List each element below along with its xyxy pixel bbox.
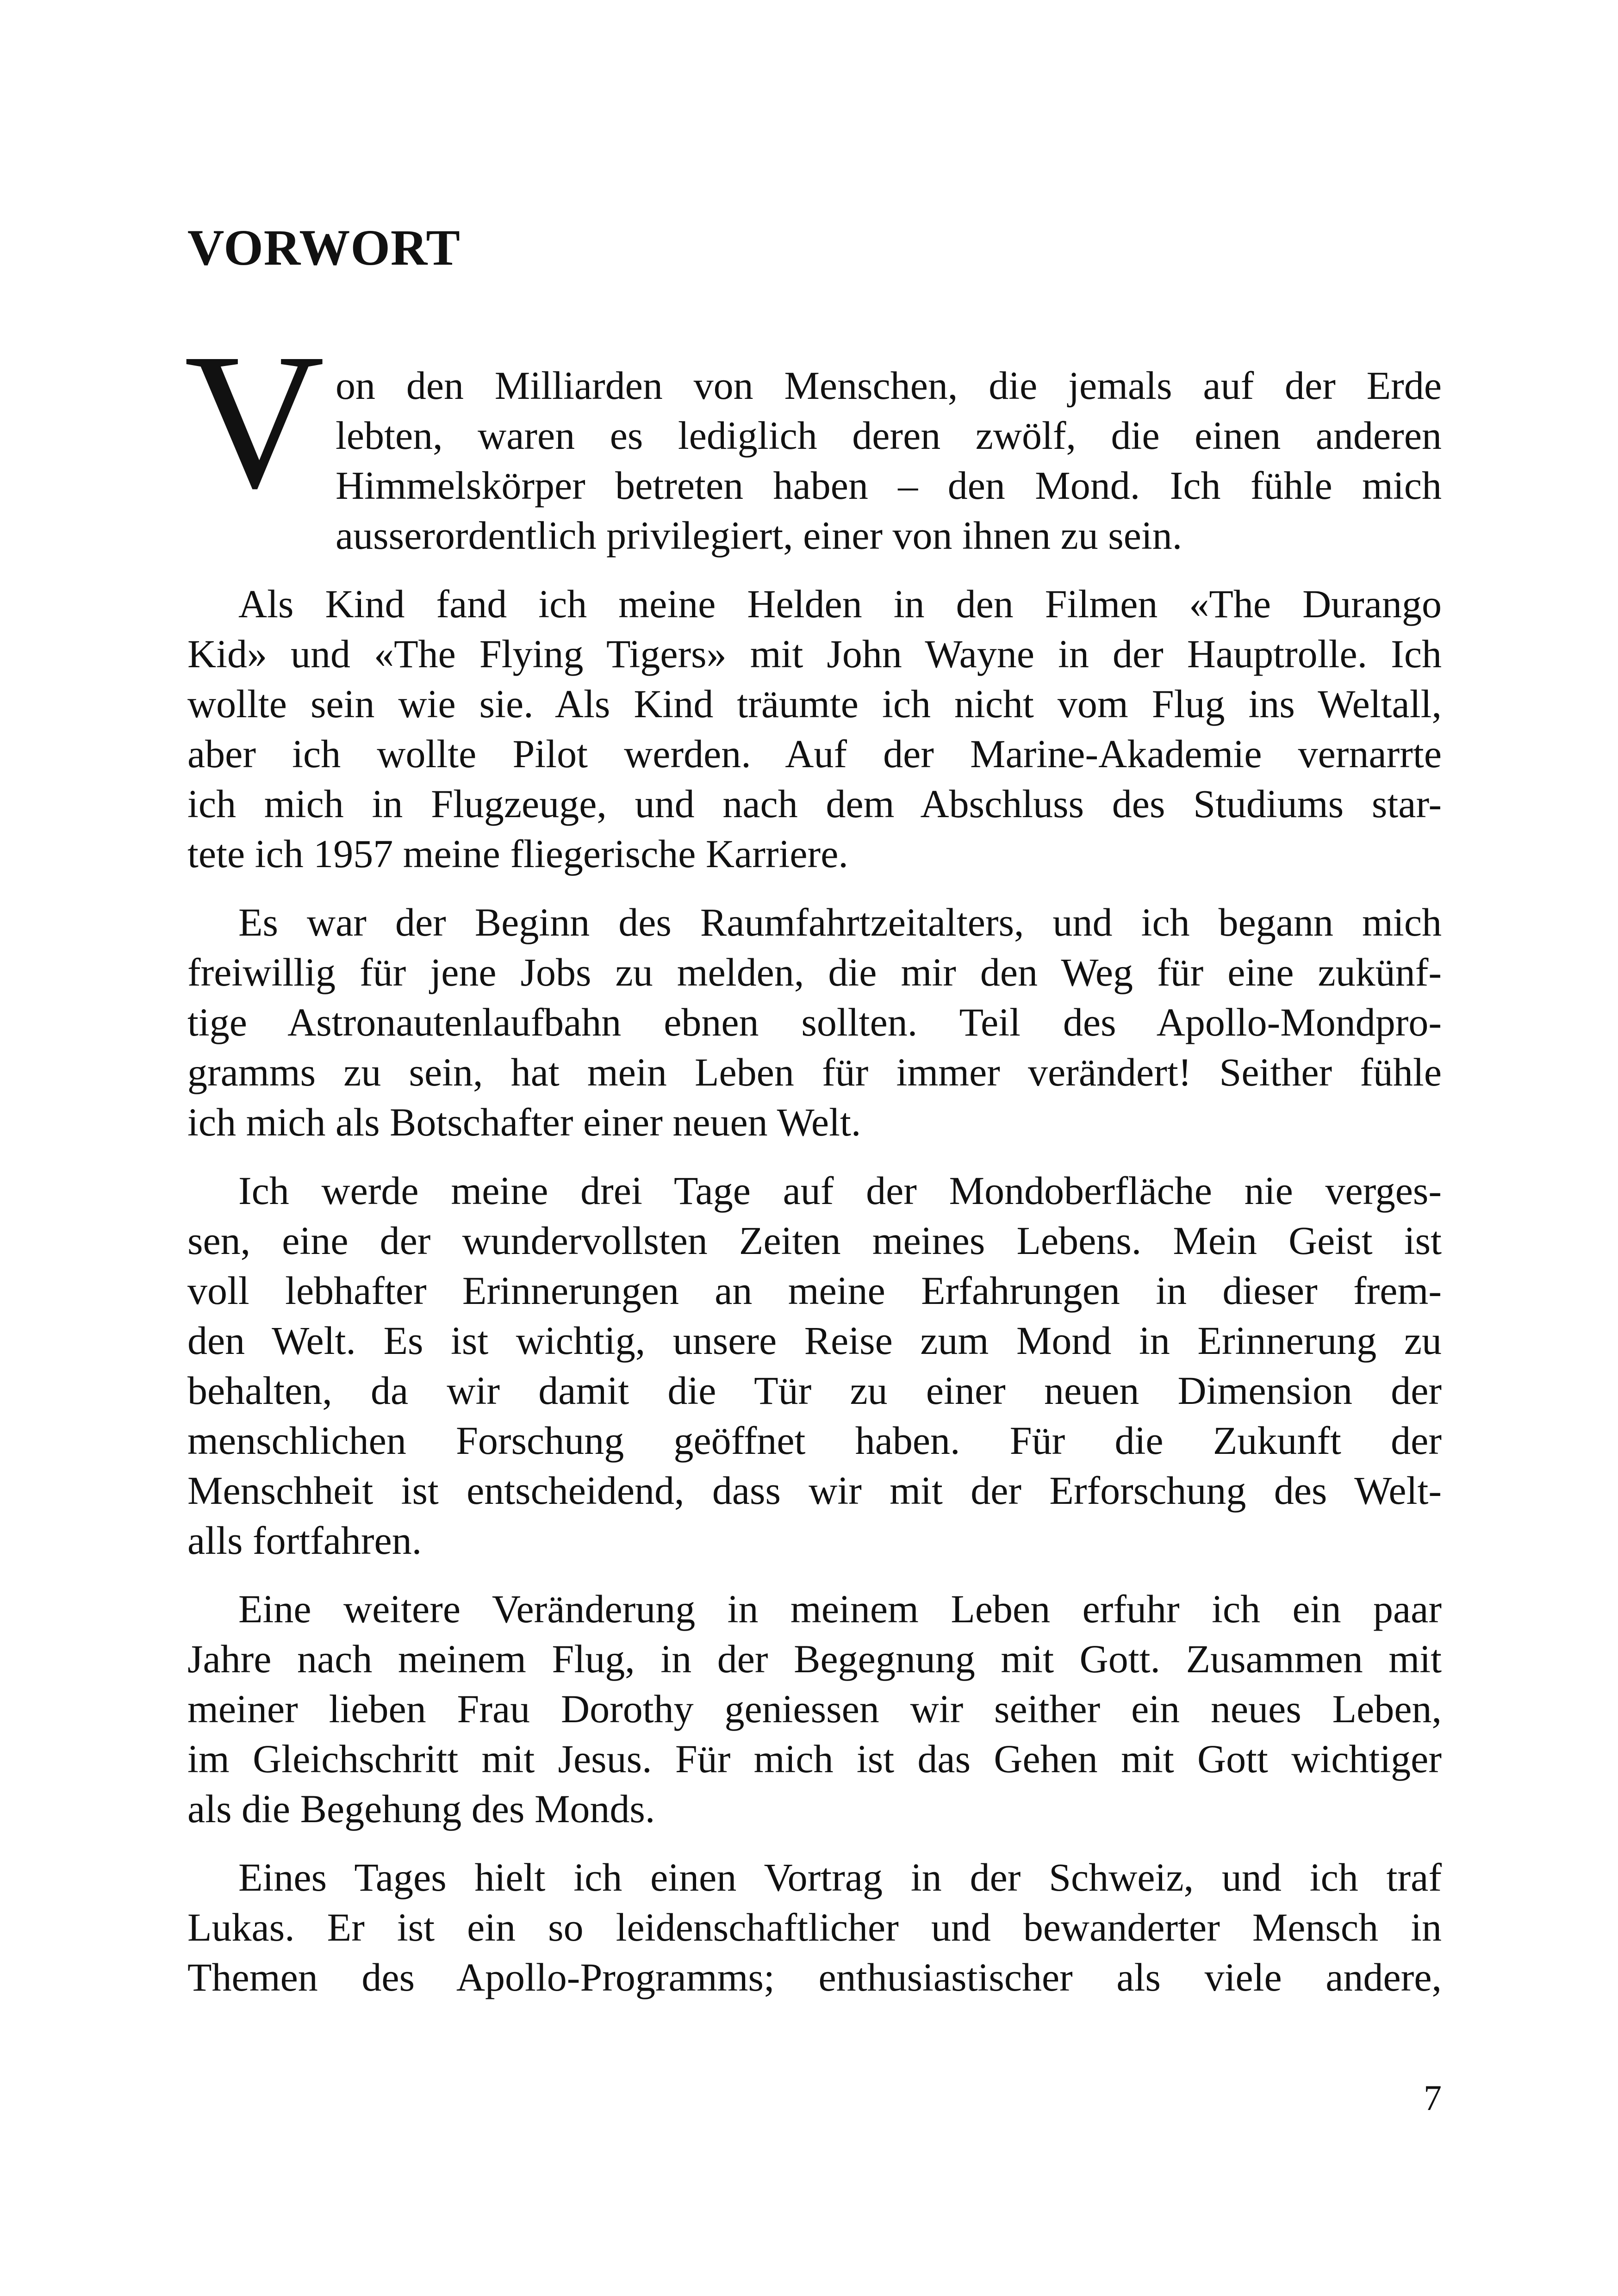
text-line: ich mich in Flugzeuge, und nach dem Abschluss des Studiums star- — [187, 782, 1442, 826]
text-line: gramms zu sein, hat mein Leben für immer verändert! Seither fühle — [187, 1050, 1442, 1094]
text-line: Es war der Beginn des Raumfahrtzeitalters, und ich begann mich — [238, 900, 1442, 944]
text-line: wollte sein wie sie. Als Kind träumte ich nicht vom Flug ins Weltall, — [187, 682, 1442, 726]
text-line: Ich werde meine drei Tage auf der Mondoberfläche nie verges- — [238, 1168, 1442, 1213]
text-line: tete ich 1957 meine fliegerische Karriere. — [187, 832, 848, 876]
text-line: meiner lieben Frau Dorothy geniessen wir seither ein neues Leben, — [187, 1687, 1442, 1731]
text-line: ausserordentlich privilegiert, einer von ihnen zu sein. — [336, 513, 1182, 558]
text-line: Lukas. Er ist ein so leidenschaftlicher und bewanderter Mensch in — [187, 1905, 1442, 1949]
text-line: freiwillig für jene Jobs zu melden, die mir den Weg für eine zukünf- — [187, 950, 1442, 994]
text-line: tige Astronautenlaufbahn ebnen sollten. Teil des Apollo-Mondpro- — [187, 1000, 1442, 1044]
text-line: Themen des Apollo-Programms; enthusiastischer als viele andere, — [187, 1955, 1442, 1999]
text-line: aber ich wollte Pilot werden. Auf der Marine-Akademie vernarrte — [187, 732, 1442, 776]
text-line: Jahre nach meinem Flug, in der Begegnung mit Gott. Zusammen mit — [187, 1637, 1442, 1681]
page-number: 7 — [1424, 2078, 1442, 2118]
text-line: lebten, waren es lediglich deren zwölf, die einen anderen — [336, 413, 1442, 458]
text-line: Als Kind fand ich meine Helden in den Filmen «The Durango — [238, 582, 1442, 626]
text-line: Menschheit ist entscheidend, dass wir mit der Erforschung des Welt- — [187, 1468, 1442, 1513]
text-line: behalten, da wir damit die Tür zu einer neuen Dimension der — [187, 1368, 1442, 1413]
text-line: on den Milliarden von Menschen, die jemals auf der Erde — [336, 363, 1442, 408]
text-line: alls fortfahren. — [187, 1518, 422, 1563]
text-line: voll lebhafter Erinnerungen an meine Erfahrungen in dieser frem- — [187, 1268, 1442, 1313]
text-line: den Welt. Es ist wichtig, unsere Reise zum Mond in Erinnerung zu — [187, 1318, 1442, 1363]
text-line: Himmelskörper betreten haben – den Mond. Ich fühle mich — [336, 463, 1442, 508]
text-line: im Gleichschritt mit Jesus. Für mich ist das Gehen mit Gott wichtiger — [187, 1737, 1442, 1781]
text-line: Eines Tages hielt ich einen Vortrag in der Schweiz, und ich traf — [238, 1855, 1442, 1899]
text-line: ich mich als Botschafter einer neuen Welt. — [187, 1100, 861, 1144]
text-line: sen, eine der wundervollsten Zeiten meines Lebens. Mein Geist ist — [187, 1218, 1442, 1263]
drop-cap: V — [184, 313, 325, 528]
text-line: menschlichen Forschung geöffnet haben. Für die Zukunft der — [187, 1418, 1442, 1463]
text-line: Kid» und «The Flying Tigers» mit John Wayne in der Hauptrolle. Ich — [187, 632, 1442, 676]
text-line: als die Begehung des Monds. — [187, 1787, 655, 1831]
text-line: Eine weitere Veränderung in meinem Leben erfuhr ich ein paar — [238, 1587, 1442, 1631]
chapter-heading: VORWORT — [187, 219, 461, 276]
